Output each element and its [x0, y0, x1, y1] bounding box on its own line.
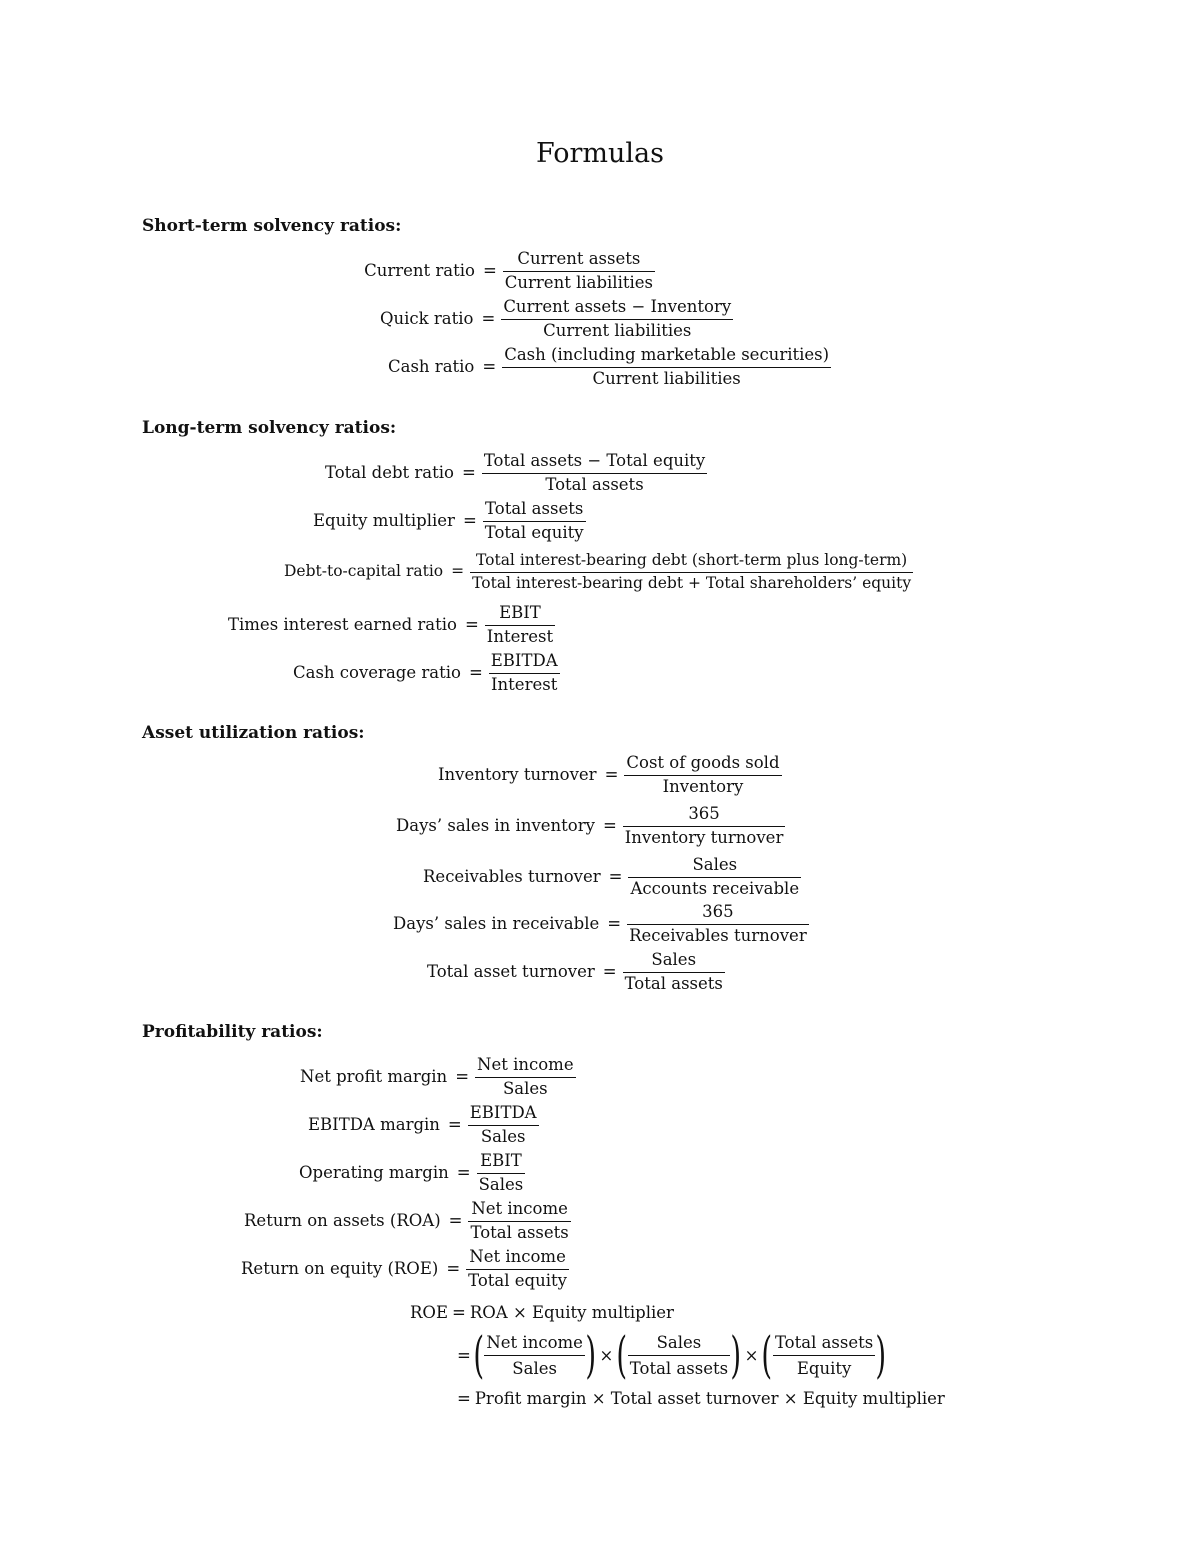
times-sign: ×	[744, 1345, 759, 1365]
formula-name: EBITDA margin	[308, 1114, 440, 1134]
formula-receivables-turnover	[423, 857, 803, 897]
formula-debt-to-capital	[284, 553, 915, 591]
section-heading-long-term: Long-term solvency ratios:	[142, 418, 397, 438]
fraction	[501, 299, 733, 339]
fraction	[485, 605, 555, 645]
denominator: Sales	[475, 1077, 576, 1098]
formula-name: Quick ratio	[380, 308, 474, 328]
fraction	[773, 1333, 875, 1378]
dupont-lhs: ROE	[410, 1303, 448, 1322]
formula-net-profit-margin	[300, 1057, 578, 1097]
numerator: Sales	[656, 1332, 702, 1352]
equals-sign: =	[456, 1162, 471, 1182]
formula-name: Inventory turnover	[438, 764, 597, 784]
denominator: Equity	[773, 1355, 875, 1378]
denominator: Current liabilities	[502, 367, 831, 388]
equals-sign: =	[604, 764, 619, 784]
numerator: Current assets − Inventory	[503, 297, 732, 316]
equals-sign: =	[451, 562, 465, 581]
formula-name: Return on equity (ROE)	[241, 1258, 439, 1278]
equals-sign: =	[446, 1258, 461, 1278]
formula-current-ratio	[364, 251, 657, 291]
formula-days-sales-receivable	[393, 904, 811, 944]
denominator: Receivables turnover	[629, 925, 807, 945]
numerator: Sales	[692, 855, 738, 874]
fraction	[624, 755, 781, 795]
equals-sign: =	[447, 1114, 462, 1134]
numerator: EBITDA	[490, 651, 558, 670]
dupont-line3-rhs: Profit margin × Total asset turnover × Equity multiplier	[474, 1389, 945, 1408]
formula-name: Current ratio	[364, 260, 475, 280]
formula-name: Total asset turnover	[427, 961, 595, 981]
fraction	[468, 1201, 570, 1241]
fraction	[466, 1249, 569, 1289]
formula-days-sales-inventory	[396, 806, 787, 846]
right-paren-icon: )	[585, 1326, 597, 1384]
formula-quick-ratio	[380, 299, 735, 339]
fraction	[482, 453, 707, 493]
section-heading-short-term: Short-term solvency ratios:	[142, 216, 402, 236]
formula-name: Receivables turnover	[423, 866, 601, 886]
denominator: Total assets	[482, 473, 707, 494]
denominator: Total assets	[628, 1355, 730, 1378]
denominator: Current liabilities	[504, 272, 653, 292]
formula-roe	[241, 1249, 571, 1289]
denominator: Total interest-bearing debt + Total shareholders’ equity	[472, 573, 912, 592]
denominator: Current liabilities	[501, 319, 733, 340]
formula-name: Return on assets (ROA)	[244, 1210, 441, 1230]
formula-cash-ratio	[388, 347, 833, 387]
dupont-line-1	[410, 1303, 674, 1322]
formula-operating-margin	[299, 1153, 527, 1193]
numerator: EBITDA	[469, 1103, 537, 1122]
fraction	[623, 952, 725, 992]
equals-sign: =	[448, 1210, 463, 1230]
times-sign: ×	[599, 1345, 614, 1365]
formula-name: Days’ sales in receivable	[393, 913, 600, 933]
equals-sign: =	[482, 356, 497, 376]
equals-sign: =	[482, 260, 497, 280]
equals-sign: =	[462, 510, 477, 530]
fraction	[628, 857, 801, 897]
numerator: Net income	[471, 1199, 568, 1218]
dupont-line1-rhs: ROA × Equity multiplier	[469, 1303, 674, 1322]
formula-name: Times interest earned ratio	[228, 614, 457, 634]
right-paren-icon: )	[875, 1326, 887, 1384]
fraction	[475, 1057, 576, 1097]
denominator: Total equity	[484, 522, 584, 542]
denominator: Total assets	[470, 1222, 569, 1242]
formula-name: Equity multiplier	[313, 510, 455, 530]
fraction	[502, 347, 831, 387]
numerator: 365	[702, 902, 734, 921]
numerator: EBIT	[499, 603, 541, 622]
fraction	[503, 251, 655, 291]
numerator: Total interest-bearing debt (short-term plus long-term)	[476, 551, 908, 569]
denominator: Inventory turnover	[624, 827, 784, 847]
fraction	[483, 501, 586, 541]
equals-sign: =	[452, 1303, 466, 1322]
left-paren-icon: (	[761, 1326, 773, 1384]
equals-sign: =	[468, 662, 483, 682]
denominator: Sales	[484, 1355, 585, 1378]
section-heading-asset-utilization: Asset utilization ratios:	[142, 723, 365, 743]
denominator: Inventory	[624, 775, 781, 796]
formula-name: Net profit margin	[300, 1066, 448, 1086]
formula-total-asset-turnover	[427, 952, 727, 992]
denominator: Sales	[478, 1174, 524, 1194]
formula-roa	[244, 1201, 573, 1241]
denominator: Total assets	[624, 973, 723, 993]
right-paren-icon: )	[730, 1326, 742, 1384]
fraction	[489, 653, 560, 693]
equals-sign: =	[457, 1345, 471, 1365]
numerator: Total assets − Total equity	[483, 451, 706, 470]
formula-times-interest-earned	[228, 605, 557, 645]
numerator: 365	[688, 804, 720, 823]
denominator: Accounts receivable	[630, 878, 800, 898]
numerator: Total assets	[774, 1332, 874, 1352]
formula-inventory-turnover	[438, 755, 784, 795]
numerator: Total assets	[485, 499, 584, 518]
numerator: Net income	[469, 1247, 566, 1266]
numerator: Net income	[486, 1332, 583, 1352]
denominator: Interest	[486, 626, 554, 646]
formula-name: Cash coverage ratio	[293, 662, 461, 682]
fraction	[627, 904, 809, 944]
equals-sign: =	[602, 815, 617, 835]
denominator: Total equity	[468, 1270, 567, 1290]
fraction	[477, 1153, 526, 1193]
numerator: Net income	[477, 1055, 574, 1074]
fraction	[484, 1333, 585, 1378]
formula-name: Total debt ratio	[325, 462, 454, 482]
equals-sign: =	[461, 462, 476, 482]
formula-total-debt-ratio	[325, 453, 709, 493]
equals-sign: =	[608, 866, 623, 886]
equals-sign: =	[455, 1066, 470, 1086]
equals-sign: =	[481, 308, 496, 328]
numerator: Cash (including marketable securities)	[504, 345, 830, 364]
equals-sign: =	[602, 961, 617, 981]
formula-name: Debt-to-capital ratio	[284, 562, 444, 581]
fraction	[468, 1105, 539, 1145]
equals-sign: =	[607, 913, 622, 933]
formula-name: Operating margin	[299, 1162, 449, 1182]
numerator: Current assets	[517, 249, 641, 268]
dupont-line-2	[453, 1326, 887, 1384]
equals-sign: =	[457, 1389, 471, 1408]
fraction	[470, 553, 913, 591]
equals-sign: =	[464, 614, 479, 634]
dupont-line-3	[453, 1389, 945, 1408]
numerator: EBIT	[480, 1151, 522, 1170]
fraction	[628, 1333, 730, 1378]
numerator: Cost of goods sold	[626, 753, 780, 772]
denominator: Sales	[468, 1125, 539, 1146]
formula-ebitda-margin	[308, 1105, 541, 1145]
fraction	[623, 806, 786, 846]
numerator: Sales	[651, 950, 697, 969]
left-paren-icon: (	[616, 1326, 628, 1384]
formula-name: Cash ratio	[388, 356, 475, 376]
section-heading-profitability: Profitability ratios:	[142, 1022, 323, 1042]
formula-name: Days’ sales in inventory	[396, 815, 595, 835]
page-title: Formulas	[536, 138, 664, 169]
denominator: Interest	[489, 673, 560, 694]
formula-equity-multiplier	[313, 501, 588, 541]
formula-cash-coverage	[293, 653, 562, 693]
left-paren-icon: (	[473, 1326, 484, 1384]
